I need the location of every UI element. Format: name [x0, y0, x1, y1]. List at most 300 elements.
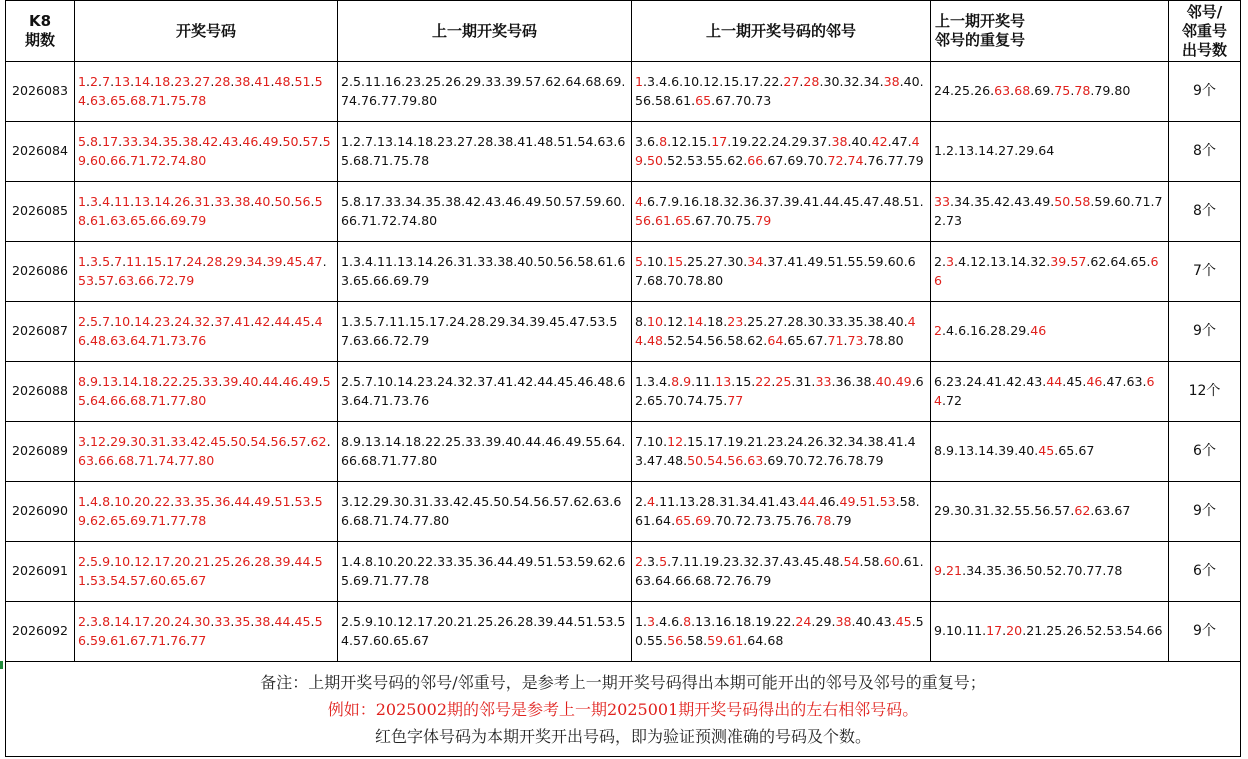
hit-number: 63	[994, 83, 1011, 99]
hit-number: 44	[799, 494, 816, 509]
hit-number: 20	[1006, 623, 1023, 639]
hit-number: 8	[102, 494, 111, 509]
repeat-numbers-cell[interactable]: 1.2.13.14.27.29.64	[931, 122, 1169, 182]
hit-number: 2	[78, 314, 87, 329]
hit-number: 3	[647, 614, 656, 629]
hit-number: 79	[755, 212, 772, 228]
hit-number: 65	[170, 572, 187, 588]
hit-number: 58	[78, 194, 323, 228]
draw-numbers-cell[interactable]: 8.9.13.14.18.22.25.33.39.40.44.46.49.55.64.66.68.71.77.80	[75, 362, 338, 422]
table-row	[6, 602, 1241, 662]
hit-number: 1	[78, 494, 87, 509]
hit-number: 33	[214, 194, 231, 209]
hit-number: 44	[274, 314, 291, 329]
hit-number: 64	[130, 332, 147, 348]
hit-number: 61	[110, 632, 127, 648]
hit-number: 46	[282, 374, 299, 389]
period-cell[interactable]: 2026085	[6, 182, 75, 242]
hit-number: 66	[110, 152, 127, 168]
repeat-numbers-cell[interactable]: 2.4.6.16.28.29.46	[931, 302, 1169, 362]
hit-number: 66	[110, 392, 127, 408]
hit-number: 27	[194, 74, 211, 89]
lottery-table	[5, 0, 1241, 757]
hit-number: 51	[78, 554, 323, 588]
hit-number: 61	[655, 212, 672, 228]
hit-number: 50	[1054, 194, 1071, 209]
table-row	[6, 242, 1241, 302]
header-repeat-numbers[interactable]	[931, 1, 1169, 62]
hit-number: 10	[114, 494, 131, 509]
hit-number: 43	[222, 134, 239, 149]
hit-number: 56	[635, 212, 652, 228]
count-cell[interactable]: 9个	[1169, 482, 1241, 542]
hit-number: 4	[647, 494, 656, 509]
hit-number: 44	[635, 314, 916, 348]
hit-number: 63	[78, 452, 95, 468]
header-draw-numbers[interactable]: 开奖号码	[75, 1, 338, 62]
hit-number: 38	[883, 74, 900, 89]
note-line-1: 备注：上期开奖号码的邻号/邻重号，是参考上一期开奖号码得出本期可能开出的邻号及邻号的重复号；	[260, 672, 986, 692]
count-cell[interactable]: 6个	[1169, 422, 1241, 482]
hit-number: 33	[934, 194, 951, 209]
hit-number: 48	[274, 74, 291, 89]
hit-number: 71	[150, 392, 167, 408]
count-cell[interactable]: 8个	[1169, 122, 1241, 182]
hit-number: 46	[1030, 323, 1047, 339]
hit-number: 65	[110, 512, 127, 528]
prev-numbers-cell[interactable]: 1.3.5.7.11.15.17.24.28.29.34.39.45.47.53.57.63.66.72.79	[338, 302, 632, 362]
hit-number: 71	[138, 452, 155, 468]
draw-numbers-cell[interactable]: 3.12.29.30.31.33.42.45.50.54.56.57.62.63.66.68.71.74.77.80	[75, 422, 338, 482]
hit-number: 60	[883, 554, 900, 569]
hit-number: 22	[154, 494, 171, 509]
hit-number: 28	[803, 74, 820, 89]
hit-number: 53	[90, 572, 107, 588]
hit-number: 50	[274, 194, 291, 209]
header-prev-numbers[interactable]: 上一期开奖号码	[338, 1, 632, 62]
count-cell[interactable]: 7个	[1169, 242, 1241, 302]
period-cell[interactable]: 2026088	[6, 362, 75, 422]
neighbor-numbers-cell[interactable]: 5.10.15.25.27.30.34.37.41.49.51.55.59.60.67.68.70.78.80	[632, 242, 931, 302]
hit-number: 31	[150, 434, 167, 449]
hit-number: 45	[294, 614, 311, 629]
hit-number: 22	[162, 374, 179, 389]
hit-number: 54	[843, 554, 860, 569]
hit-number: 65	[130, 212, 147, 228]
hit-number: 42	[871, 134, 888, 149]
hit-number: 71	[150, 332, 167, 348]
hit-number: 10	[114, 314, 131, 329]
hit-number: 28	[254, 554, 271, 569]
hit-number: 56	[727, 452, 744, 468]
hit-number: 1	[78, 194, 87, 209]
hit-number: 12	[667, 434, 684, 449]
hit-number: 57	[302, 134, 319, 149]
hit-number: 58	[1074, 194, 1091, 209]
hit-number: 46	[1086, 374, 1103, 389]
hit-number: 45	[294, 314, 311, 329]
hit-number: 71	[827, 332, 844, 348]
draw-numbers-cell[interactable]: 2.5.9.10.12.17.20.21.25.26.28.39.44.51.53.54.57.60.65.67	[75, 542, 338, 602]
period-cell[interactable]: 2026090	[6, 482, 75, 542]
hit-number: 8	[659, 134, 668, 149]
prev-numbers-cell[interactable]: 1.3.4.11.13.14.26.31.33.38.40.50.56.58.61.63.65.66.69.79	[338, 242, 632, 302]
hit-number: 33	[122, 134, 139, 149]
header-count-line2: 邻重号	[1181, 21, 1227, 40]
period-cell[interactable]: 2026089	[6, 422, 75, 482]
hit-number: 15	[667, 254, 684, 269]
hit-number: 42	[254, 314, 271, 329]
hit-number: 38	[182, 134, 199, 149]
period-cell[interactable]: 2026083	[6, 62, 75, 122]
hit-number: 33	[815, 374, 832, 389]
count-cell[interactable]: 9个	[1169, 602, 1241, 662]
hit-number: 23	[174, 74, 191, 89]
hit-number: 38	[831, 134, 848, 149]
hit-number: 74	[158, 452, 175, 468]
hit-number: 79	[178, 272, 195, 288]
hit-number: 8	[683, 614, 692, 629]
hit-number: 8	[90, 134, 99, 149]
period-cell[interactable]: 2026092	[6, 602, 75, 662]
hit-number: 2	[78, 554, 87, 569]
hit-number: 80	[190, 152, 207, 168]
hit-number: 3	[90, 194, 99, 209]
hit-number: 14	[687, 314, 704, 329]
prev-numbers-cell[interactable]: 2.5.11.16.23.25.26.29.33.39.57.62.64.68.69.74.76.77.79.80	[338, 62, 632, 122]
neighbor-numbers-cell[interactable]: 4.6.7.9.16.18.32.36.37.39.41.44.45.47.48.51.56.61.65.67.70.75.79	[632, 182, 931, 242]
hit-number: 67	[190, 572, 207, 588]
hit-number: 62	[1074, 503, 1091, 519]
hit-number: 30	[194, 614, 211, 629]
hit-number: 5	[102, 254, 111, 269]
hit-number: 73	[847, 332, 864, 348]
hit-number: 39	[266, 254, 283, 269]
hit-number: 59	[78, 494, 323, 528]
hit-number: 38	[835, 614, 852, 629]
header-period-line1: K8	[28, 12, 52, 30]
hit-number: 5	[78, 134, 87, 149]
repeat-numbers-cell[interactable]: 29.30.31.32.55.56.57.62.63.67	[931, 482, 1169, 542]
hit-number: 77	[178, 452, 195, 468]
hit-number: 8	[78, 374, 87, 389]
hit-number: 17	[711, 134, 728, 149]
hit-number: 23	[727, 314, 744, 329]
hit-number: 14	[134, 314, 151, 329]
hit-number: 60	[150, 572, 167, 588]
hit-number: 18	[142, 374, 159, 389]
header-repeat-line1: 上一期开奖号	[935, 12, 1026, 30]
hit-number: 21	[946, 563, 963, 579]
hit-number: 13	[102, 374, 119, 389]
hit-number: 66	[934, 254, 1159, 288]
hit-number: 35	[234, 614, 251, 629]
hit-number: 76	[170, 632, 187, 648]
repeat-numbers-cell[interactable]: 9.10.11.17.20.21.25.26.52.53.54.66	[931, 602, 1169, 662]
header-row	[6, 1, 1241, 62]
hit-number: 76	[190, 332, 207, 348]
hit-number: 78	[1074, 83, 1091, 99]
prev-numbers-cell[interactable]: 5.8.17.33.34.35.38.42.43.46.49.50.57.59.60.66.71.72.74.80	[338, 182, 632, 242]
hit-number: 35	[162, 134, 179, 149]
hit-number: 48	[90, 332, 107, 348]
hit-number: 56	[294, 194, 311, 209]
repeat-numbers-cell[interactable]: 33.34.35.42.43.49.50.58.59.60.71.72.73	[931, 182, 1169, 242]
draw-numbers-cell[interactable]: 5.8.17.33.34.35.38.42.43.46.49.50.57.59.60.66.71.72.74.80	[75, 122, 338, 182]
hit-number: 39	[274, 554, 291, 569]
hit-number: 55	[78, 374, 331, 408]
hit-number: 78	[815, 512, 832, 528]
header-count[interactable]	[1169, 1, 1241, 62]
hit-number: 12	[134, 554, 151, 569]
hit-number: 4	[90, 494, 99, 509]
hit-number: 4	[102, 194, 111, 209]
hit-number: 33	[170, 434, 187, 449]
hit-number: 8	[671, 374, 680, 389]
hit-number: 59	[707, 632, 724, 648]
hit-number: 15	[146, 254, 163, 269]
hit-number: 9	[934, 563, 943, 579]
neighbor-numbers-cell[interactable]: 3.6.8.12.15.17.19.22.24.29.37.38.40.42.47.49.50.52.53.55.62.66.67.69.70.72.74.76.77.79	[632, 122, 931, 182]
prev-numbers-cell[interactable]: 2.5.7.10.14.23.24.32.37.41.42.44.45.46.48.63.64.71.73.76	[338, 362, 632, 422]
prev-numbers-cell[interactable]: 1.4.8.10.20.22.33.35.36.44.49.51.53.59.62.65.69.71.77.78	[338, 542, 632, 602]
hit-number: 46	[242, 134, 259, 149]
hit-number: 35	[194, 494, 211, 509]
header-neighbor-numbers[interactable]: 上一期开奖号码的邻号	[632, 1, 931, 62]
hit-number: 1	[78, 74, 87, 89]
hit-number: 53	[879, 494, 896, 509]
hit-number: 77	[170, 512, 187, 528]
hit-number: 80	[190, 392, 207, 408]
hit-number: 63	[110, 332, 127, 348]
hit-number: 24	[174, 314, 191, 329]
hit-number: 69	[130, 512, 147, 528]
period-cell[interactable]: 2026084	[6, 122, 75, 182]
hit-number: 45	[1038, 443, 1055, 459]
hit-number: 40	[875, 374, 892, 389]
draw-numbers-cell[interactable]: 1.4.8.10.20.22.33.35.36.44.49.51.53.59.62.65.69.71.77.78	[75, 482, 338, 542]
hit-number: 50	[230, 434, 247, 449]
hit-number: 57	[130, 572, 147, 588]
hit-number: 2	[934, 323, 943, 339]
hit-number: 20	[174, 554, 191, 569]
repeat-numbers-cell[interactable]: 8.9.13.14.39.40.45.65.67	[931, 422, 1169, 482]
hit-number: 2	[90, 74, 99, 89]
hit-number: 77	[190, 632, 207, 648]
table-row	[6, 182, 1241, 242]
neighbor-numbers-cell[interactable]: 7.10.12.15.17.19.21.23.24.26.32.34.38.41.43.47.48.50.54.56.63.69.70.72.76.78.79	[632, 422, 931, 482]
hit-number: 68	[130, 392, 147, 408]
hit-number: 54	[110, 572, 127, 588]
neighbor-numbers-cell[interactable]: 1.3.4.6.8.13.16.18.19.22.24.29.38.40.43.45.50.55.56.58.59.61.64.68	[632, 602, 931, 662]
hit-number: 34	[747, 254, 764, 269]
table-row	[6, 542, 1241, 602]
hit-number: 17	[102, 134, 119, 149]
repeat-numbers-cell[interactable]: 2.3.4.12.13.14.32.39.57.62.64.65.66	[931, 242, 1169, 302]
hit-number: 77	[170, 392, 187, 408]
hit-number: 42	[202, 134, 219, 149]
hit-number: 80	[198, 452, 215, 468]
draw-numbers-cell[interactable]: 2.5.7.10.14.23.24.32.37.41.42.44.45.46.48.63.64.71.73.76	[75, 302, 338, 362]
count-cell[interactable]: 8个	[1169, 182, 1241, 242]
draw-numbers-cell[interactable]: 1.3.4.11.13.14.26.31.33.38.40.50.56.58.61.63.65.66.69.79	[75, 182, 338, 242]
table-body	[6, 62, 1241, 662]
hit-number: 31	[194, 194, 211, 209]
neighbor-numbers-cell[interactable]: 1.3.4.8.9.11.13.15.22.25.31.33.36.38.40.49.62.65.70.74.75.77	[632, 362, 931, 422]
hit-number: 56	[270, 434, 287, 449]
count-cell[interactable]: 12个	[1169, 362, 1241, 422]
hit-number: 49	[262, 134, 279, 149]
hit-number: 62	[310, 434, 327, 449]
hit-number: 17	[986, 623, 1003, 639]
hit-number: 34	[142, 134, 159, 149]
hit-number: 25	[182, 374, 199, 389]
table-row	[6, 482, 1241, 542]
hit-number: 5	[90, 314, 99, 329]
hit-number: 45	[210, 434, 227, 449]
hit-number: 44	[274, 614, 291, 629]
hit-number: 41	[254, 74, 271, 89]
prev-numbers-cell[interactable]: 8.9.13.14.18.22.25.33.39.40.44.46.49.55.64.66.68.71.77.80	[338, 422, 632, 482]
hit-number: 37	[214, 314, 231, 329]
table-row	[6, 62, 1241, 122]
hit-number: 20	[134, 494, 151, 509]
hit-number: 2	[78, 614, 87, 629]
hit-number: 14	[122, 374, 139, 389]
hit-number: 24	[186, 254, 203, 269]
hit-number: 3	[946, 254, 955, 269]
prev-numbers-cell[interactable]: 3.12.29.30.31.33.42.45.50.54.56.57.62.63.66.68.71.74.77.80	[338, 482, 632, 542]
hit-number: 23	[154, 314, 171, 329]
hit-number: 66	[747, 152, 764, 168]
hit-number: 69	[170, 212, 187, 228]
hit-number: 68	[118, 452, 135, 468]
header-count-line3: 出号数	[1181, 40, 1227, 59]
hit-number: 65	[675, 512, 692, 528]
draw-numbers-cell[interactable]: 1.2.7.13.14.18.23.27.28.38.41.48.51.54.63.65.68.71.75.78	[75, 62, 338, 122]
header-count-line1: 邻号/	[1186, 2, 1223, 21]
neighbor-numbers-cell[interactable]: 2.4.11.13.28.31.34.41.43.44.46.49.51.53.58.61.64.65.69.70.72.73.75.76.78.79	[632, 482, 931, 542]
hit-number: 49	[839, 494, 856, 509]
hit-number: 42	[190, 434, 207, 449]
hit-number: 51	[274, 494, 291, 509]
hit-number: 3	[78, 434, 87, 449]
hit-number: 25	[775, 374, 792, 389]
hit-number: 75	[1054, 83, 1071, 99]
header-period[interactable]	[6, 1, 75, 62]
hit-number: 20	[154, 614, 171, 629]
hit-number: 21	[194, 554, 211, 569]
hit-number: 62	[90, 512, 107, 528]
table-row	[6, 122, 1241, 182]
hit-number: 59	[90, 632, 107, 648]
repeat-numbers-cell[interactable]: 24.25.26.63.68.69.75.78.79.80	[931, 62, 1169, 122]
hit-number: 73	[170, 332, 187, 348]
hit-number: 7	[114, 254, 123, 269]
hit-number: 68	[130, 92, 147, 108]
count-cell[interactable]: 9个	[1169, 62, 1241, 122]
hit-number: 48	[647, 332, 664, 348]
draw-numbers-cell[interactable]: 2.3.8.14.17.20.24.30.33.35.38.44.45.56.59.61.67.71.76.77	[75, 602, 338, 662]
hit-number: 56	[667, 632, 684, 648]
hit-number: 9	[90, 374, 99, 389]
table-row	[6, 362, 1241, 422]
count-cell[interactable]: 6个	[1169, 542, 1241, 602]
hit-number: 77	[727, 392, 744, 408]
hit-number: 4	[635, 194, 644, 209]
hit-number: 2	[635, 554, 644, 569]
hit-number: 66	[138, 272, 155, 288]
repeat-numbers-cell[interactable]: 9.21.34.35.36.50.52.70.77.78	[931, 542, 1169, 602]
notes-cell[interactable]	[6, 662, 1241, 757]
draw-numbers-cell[interactable]: 1.3.5.7.11.15.17.24.28.29.34.39.45.47.53.57.63.66.72.79	[75, 242, 338, 302]
hit-number: 7	[102, 314, 111, 329]
period-cell[interactable]: 2026087	[6, 302, 75, 362]
hit-number: 10	[647, 314, 664, 329]
hit-number: 25	[214, 554, 231, 569]
hit-number: 40	[254, 194, 271, 209]
hit-number: 10	[114, 554, 131, 569]
hit-number: 13	[715, 374, 732, 389]
hit-number: 44	[234, 494, 251, 509]
hit-number: 8	[102, 614, 111, 629]
prev-numbers-cell[interactable]: 1.2.7.13.14.18.23.27.28.38.41.48.51.54.63.65.68.71.75.78	[338, 122, 632, 182]
hit-number: 44	[262, 374, 279, 389]
hit-number: 13	[134, 194, 151, 209]
period-cell[interactable]: 2026091	[6, 542, 75, 602]
period-cell[interactable]: 2026086	[6, 242, 75, 302]
hit-number: 60	[90, 152, 107, 168]
hit-number: 51	[294, 74, 311, 89]
neighbor-numbers-cell[interactable]: 8.10.12.14.18.23.25.27.28.30.33.35.38.40.44.48.52.54.56.58.62.64.65.67.71.73.78.80	[632, 302, 931, 362]
neighbor-numbers-cell[interactable]: 2.3.5.7.11.19.23.32.37.43.45.48.54.58.60.61.63.64.66.68.72.76.79	[632, 542, 931, 602]
note-line-2: 例如：2025002期的邻号是参考上一期2025001期开奖号码得出的左右相邻号码。	[327, 699, 919, 719]
hit-number: 59	[78, 134, 331, 168]
neighbor-numbers-cell[interactable]: 1.3.4.6.10.12.15.17.22.27.28.30.32.34.38.40.56.58.61.65.67.70.73	[632, 62, 931, 122]
hit-number: 30	[130, 434, 147, 449]
hit-number: 33	[214, 614, 231, 629]
hit-number: 72	[827, 152, 844, 168]
hit-number: 72	[158, 272, 175, 288]
hit-number: 17	[154, 554, 171, 569]
hit-number: 49	[254, 494, 271, 509]
hit-number: 13	[114, 74, 131, 89]
hit-number: 49	[635, 134, 920, 168]
hit-number: 61	[90, 212, 107, 228]
hit-number: 14	[134, 74, 151, 89]
hit-number: 40	[242, 374, 259, 389]
prev-numbers-cell[interactable]: 2.5.9.10.12.17.20.21.25.26.28.39.44.51.53.54.57.60.65.67	[338, 602, 632, 662]
hit-number: 38	[234, 74, 251, 89]
hit-number: 29	[110, 434, 127, 449]
hit-number: 65	[675, 212, 692, 228]
hit-number: 51	[859, 494, 876, 509]
hit-number: 54	[250, 434, 267, 449]
hit-number: 18	[154, 74, 171, 89]
hit-number: 75	[170, 92, 187, 108]
hit-number: 71	[150, 92, 167, 108]
hit-number: 34	[246, 254, 263, 269]
hit-number: 79	[190, 212, 207, 228]
cell-error-marker	[0, 661, 3, 669]
count-cell[interactable]: 9个	[1169, 302, 1241, 362]
hit-number: 44	[1046, 374, 1063, 389]
repeat-numbers-cell[interactable]: 6.23.24.41.42.43.44.45.46.47.63.64.72	[931, 362, 1169, 422]
hit-number: 11	[126, 254, 143, 269]
hit-number: 45	[895, 614, 912, 629]
hit-number: 64	[90, 392, 107, 408]
hit-number: 1	[635, 74, 644, 89]
